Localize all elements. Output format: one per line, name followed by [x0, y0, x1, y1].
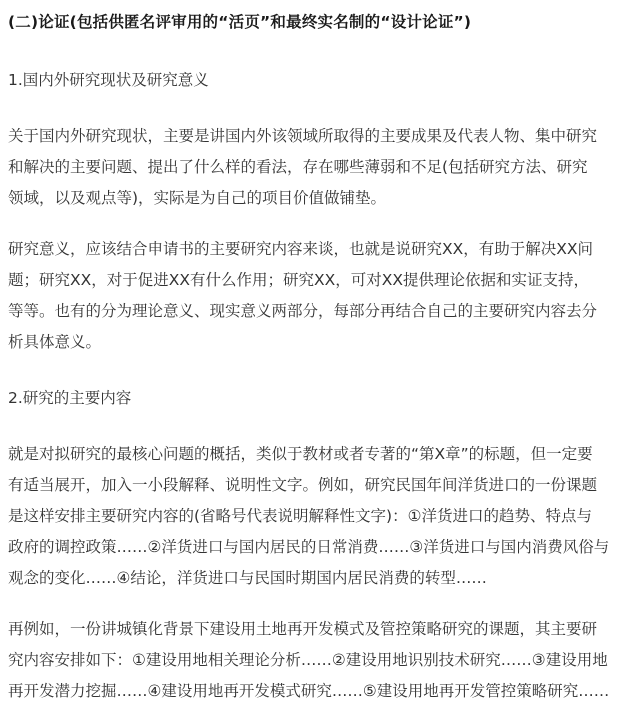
paragraph-line: 和解决的主要问题、提出了什么样的看法，存在哪些薄弱和不足(包括研究方法、研究 — [8, 158, 588, 176]
paragraph-line: 政府的调控政策……②洋货进口与国内居民的日常消费……③洋货进口与国内消费风俗与 — [8, 538, 610, 556]
heading-main-content: 2.研究的主要内容 — [8, 389, 132, 407]
paragraph-example — [8, 614, 624, 707]
paragraph-line: 再例如，一份讲城镇化背景下建设用土地再开发模式及管控策略研究的课题，其主要研 — [8, 620, 598, 638]
paragraph-line: 领域，以及观点等)，实际是为自己的项目价值做铺垫。 — [8, 189, 387, 207]
paragraph-line: 就是对拟研究的最核心问题的概括，类似于教材或者专著的“第X章”的标题，但一定要 — [8, 445, 593, 463]
paragraph-research-significance — [8, 234, 624, 358]
paragraph-line: 究内容安排如下：①建设用地相关理论分析……②建设用地识别技术研究……③建设用地 — [8, 651, 608, 669]
paragraph-main-content — [8, 439, 624, 594]
paragraph-line: 有适当展开，加入一小段解释、说明性文字。例如，研究民国年间洋货进口的一份课题 — [8, 476, 598, 494]
paragraph-line: 研究意义，应该结合申请书的主要研究内容来谈，也就是说研究XX，有助于解决XX问 — [8, 240, 593, 258]
section-title: (二)论证(包括供匿名评审用的“活页”和最终实名制的“设计论证”) — [8, 13, 472, 31]
paragraph-line: 关于国内外研究现状，主要是讲国内外该领域所取得的主要成果及代表人物、集中研究 — [8, 127, 598, 145]
paragraph-research-status — [8, 121, 624, 214]
paragraph-line: 析具体意义。 — [8, 333, 102, 351]
heading-research-status: 1.国内外研究现状及研究意义 — [8, 71, 209, 89]
paragraph-line: 观念的变化……④结论，洋货进口与民国时期国内居民消费的转型…… — [8, 569, 487, 587]
paragraph-line: 题；研究XX，对于促进XX有什么作用；研究XX，可对XX提供理论依据和实证支持， — [8, 271, 589, 289]
paragraph-line: 等等。也有的分为理论意义、现实意义两部分，每部分再结合自己的主要研究内容去分 — [8, 302, 598, 320]
paragraph-line: 是这样安排主要研究内容的(省略号代表说明解释性文字)：①洋货进口的趋势、特点与 — [8, 507, 592, 525]
paragraph-line: 再开发潜力挖掘……④建设用地再开发模式研究……⑤建设用地再开发管控策略研究…… — [8, 682, 610, 700]
